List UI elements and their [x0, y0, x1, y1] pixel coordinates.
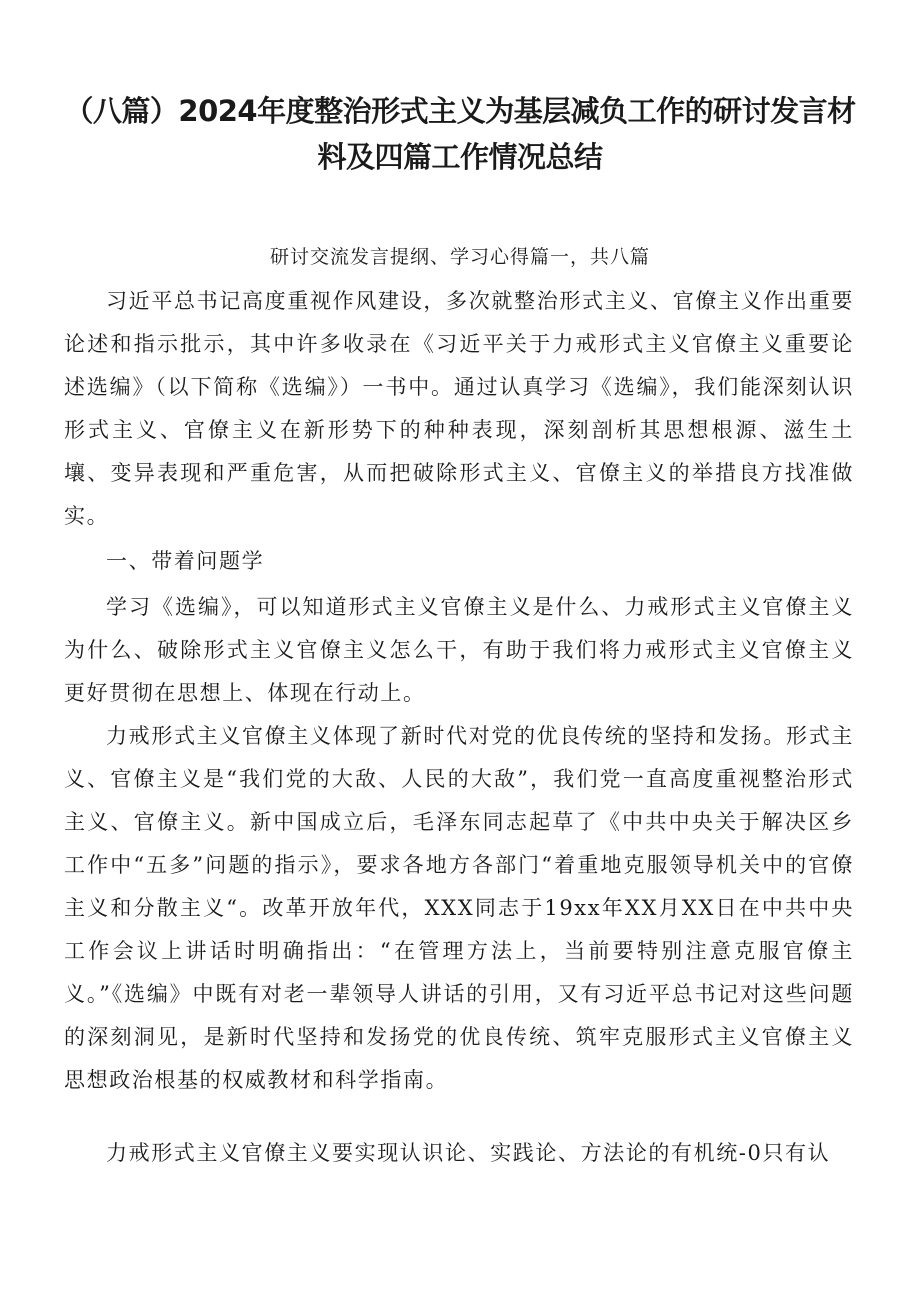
paragraph-study-selection: 学习《选编》，可以知道形式主义官僚主义是什么、力戒形式主义官僚主义为什么、破除形式主义官僚主义怎么干，有助于我们将力戒形式主义官僚主义更好贯彻在思想上、体现在行动上。 [64, 595, 854, 705]
section-heading-1: 一、带着问题学 [106, 549, 265, 573]
document-subtitle: 研讨交流发言提纲、学习心得篇一，共八篇 [269, 246, 650, 268]
paragraph-intro: 习近平总书记高度重视作风建设，多次就整治形式主义、官僚主义作出重要论述和指示批示，其中许多收录在《习近平关于力戒形式主义官僚主义重要论述选编》（以下简称《选编》）一书中。通过认真学习《选编》，我们能深刻认识形式主义、官僚主义在新形势下的种种表现，深刻剖析其思想根源、滋生土壤、变异表现和严重危害，从而把破除形式主义、官僚主义的举措良方找准做实。 [64, 289, 854, 528]
document-title: （八篇）2024年度整治形式主义为基层减负工作的研讨发言材料及四篇工作情况总结 [64, 94, 856, 174]
paragraph-party-tradition: 力戒形式主义官僚主义体现了新时代对党的优良传统的坚持和发扬。形式主义、官僚主义是“我们党的大敌、人民的大敌”，我们党一直高度重视整治形式主义、官僚主义。新中国成立后，毛泽东同志起草了《中共中央关于解决区乡工作中“五多”问题的指示》，要求各地方各部门“着重地克服领导机关中的官僚主义和分散主义“。改革开放年代，XXX同志于19xx年XX月XX日在中共中央工作会议上讲话时明确指出：“在管理方法上，当前要特别注意克服官僚主义。”《选编》中既有对老一辈领导人讲话的引用，又有习近平总书记对这些问题的深刻洞见，是新时代坚持和发扬党的优良传统、筑牢克服形式主义官僚主义思想政治根基的权威教材和科学指南。 [64, 724, 854, 1092]
paragraph-unity: 力戒形式主义官僚主义要实现认识论、实践论、方法论的有机统-0只有认 [106, 1141, 831, 1165]
